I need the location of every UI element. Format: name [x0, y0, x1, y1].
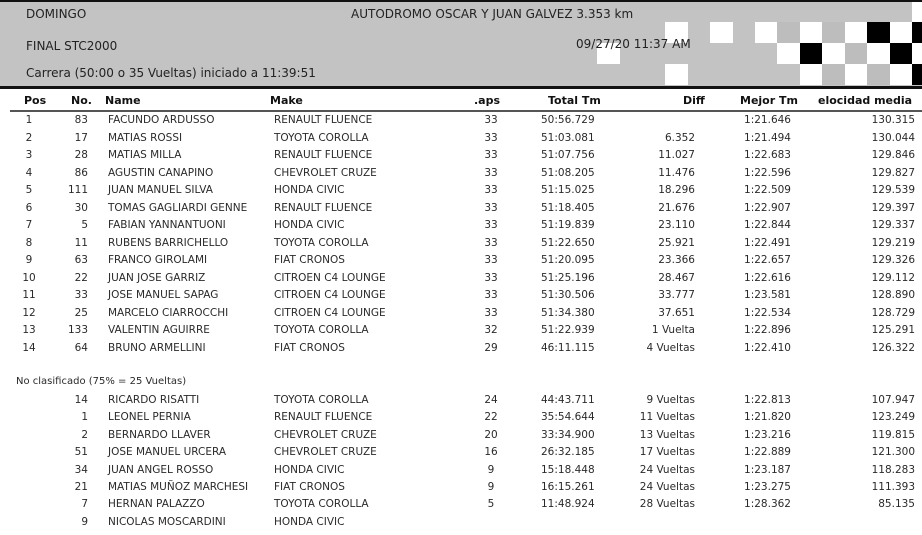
- datetime-label: 09/27/20 11:37 AM: [576, 37, 691, 51]
- cell-make: CHEVROLET CRUZE: [274, 446, 377, 459]
- cell-no: 133: [67, 324, 88, 336]
- cell-make: RENAULT FLUENCE: [274, 201, 373, 214]
- cell-pos: 3: [25, 149, 33, 161]
- cell-make: HONDA CIVIC: [274, 515, 345, 528]
- cell-name: HERNAN PALAZZO: [108, 498, 205, 511]
- cell-name: AGUSTIN CANAPINO: [108, 166, 214, 179]
- cell-no: 7: [81, 498, 88, 511]
- col-total: Total Tm: [548, 94, 601, 107]
- cell-laps: 33: [484, 201, 498, 214]
- not-classified-label: No clasificado (75% = 25 Vueltas): [16, 376, 187, 387]
- table-row: [0, 341, 922, 358]
- flag-square: [912, 2, 922, 23]
- cell-name: JUAN MANUEL SILVA: [108, 184, 213, 196]
- cell-make: CITROEN C4 LOUNGE: [274, 306, 386, 319]
- table-row: [0, 271, 922, 288]
- table-row: [0, 306, 922, 323]
- cell-pos: 11: [22, 289, 36, 301]
- cell-name: JUAN JOSE GARRIZ: [108, 271, 206, 284]
- cell-make: HONDA CIVIC: [274, 219, 345, 231]
- table-row: [0, 428, 922, 445]
- cell-make: TOYOTA COROLLA: [274, 498, 369, 511]
- cell-total: 51:20.095: [541, 254, 595, 266]
- cell-no: 51: [74, 446, 88, 459]
- table-row: [0, 323, 922, 340]
- cell-laps: 9: [487, 463, 495, 476]
- cell-make: CHEVROLET CRUZE: [274, 166, 377, 179]
- cell-diff: 21.676: [658, 201, 695, 214]
- cell-laps: 22: [484, 411, 498, 424]
- cell-no: 17: [74, 131, 88, 144]
- cell-diff: 11.476: [658, 166, 695, 179]
- cell-speed: 125.291: [871, 324, 915, 336]
- cell-laps: 33: [484, 184, 498, 196]
- cell-diff: 23.110: [658, 219, 695, 231]
- cell-best: 1:22.491: [744, 236, 791, 249]
- cell-make: RENAULT FLUENCE: [274, 149, 373, 161]
- table-row: [0, 113, 922, 130]
- cell-name: JOSE MANUEL SAPAG: [108, 289, 219, 301]
- flag-square: [665, 64, 688, 85]
- flag-square: [845, 64, 868, 85]
- flag-square: [912, 64, 922, 85]
- flag-square: [822, 64, 845, 85]
- cell-total: 51:25.196: [541, 271, 595, 284]
- cell-laps: 33: [484, 306, 498, 319]
- day-label: DOMINGO: [26, 7, 87, 21]
- col-no: No.: [71, 94, 92, 107]
- cell-pos: 2: [25, 131, 33, 144]
- cell-total: 26:32.185: [541, 446, 595, 459]
- cell-laps: 29: [484, 341, 498, 354]
- cell-total: 51:19.839: [541, 219, 595, 231]
- cell-diff: 33.777: [658, 289, 695, 301]
- table-row: [0, 288, 922, 305]
- cell-laps: 33: [484, 289, 498, 301]
- cell-best: 1:22.683: [744, 149, 791, 161]
- cell-diff: 11.027: [658, 149, 695, 161]
- cell-make: TOYOTA COROLLA: [274, 394, 369, 406]
- cell-no: 11: [74, 236, 88, 249]
- cell-speed: 129.112: [871, 271, 915, 284]
- cell-pos: 5: [25, 184, 33, 196]
- cell-speed: 126.322: [871, 341, 915, 354]
- cell-laps: 5: [487, 498, 495, 511]
- cell-best: 1:23.216: [744, 428, 791, 441]
- cell-best: 1:22.896: [744, 324, 791, 336]
- cell-make: CITROEN C4 LOUNGE: [274, 271, 386, 284]
- cell-pos: 4: [25, 166, 33, 179]
- cell-name: FABIAN YANNANTUONI: [108, 219, 226, 231]
- cell-diff: 28.467: [658, 271, 695, 284]
- cell-make: RENAULT FLUENCE: [274, 114, 373, 126]
- flag-square: [845, 22, 868, 43]
- cell-no: 5: [81, 219, 88, 231]
- flag-square: [777, 22, 800, 43]
- table-row: [0, 393, 922, 410]
- cell-speed: 118.283: [871, 463, 915, 476]
- table-row: [0, 497, 922, 514]
- col-pos: Pos: [24, 94, 47, 107]
- cell-no: 28: [74, 149, 88, 161]
- cell-pos: 10: [22, 271, 36, 284]
- cell-speed: 129.219: [871, 236, 915, 249]
- cell-pos: 9: [25, 254, 33, 266]
- cell-speed: 85.135: [878, 498, 915, 511]
- flag-square: [845, 43, 868, 64]
- cell-total: 16:15.261: [541, 481, 595, 493]
- cell-total: 51:15.025: [541, 184, 595, 196]
- table-row: [0, 148, 922, 165]
- cell-no: 111: [67, 184, 88, 196]
- cell-speed: 129.846: [871, 149, 915, 161]
- cell-diff: 37.651: [658, 306, 695, 319]
- cell-make: TOYOTA COROLLA: [274, 324, 369, 336]
- cell-laps: 33: [484, 236, 498, 249]
- cell-laps: 33: [484, 149, 498, 161]
- cell-total: 51:34.380: [541, 306, 595, 319]
- cell-make: CHEVROLET CRUZE: [274, 428, 377, 441]
- cell-total: 51:07.756: [541, 149, 595, 161]
- cell-total: 15:18.448: [541, 463, 595, 476]
- cell-make: RENAULT FLUENCE: [274, 411, 373, 424]
- col-make: Make: [270, 94, 303, 107]
- cell-name: MARCELO CIARROCCHI: [108, 306, 229, 319]
- cell-diff: 6.352: [664, 131, 695, 144]
- flag-square: [822, 22, 845, 43]
- cell-pos: 6: [25, 201, 33, 214]
- flag-square: [800, 64, 823, 85]
- cell-speed: 129.397: [871, 201, 915, 214]
- cell-laps: 33: [484, 271, 498, 284]
- cell-best: 1:28.362: [744, 498, 791, 511]
- flag-square: [912, 43, 922, 64]
- flag-square: [867, 22, 890, 43]
- cell-pos: 1: [25, 114, 33, 126]
- table-row: [0, 166, 922, 183]
- cell-total: 33:34.900: [541, 428, 595, 441]
- cell-make: TOYOTA COROLLA: [274, 236, 369, 249]
- cell-speed: 128.729: [871, 306, 915, 319]
- cell-diff: 4 Vueltas: [646, 341, 695, 354]
- table-row: [0, 515, 922, 532]
- cell-pos: 7: [25, 219, 33, 231]
- cell-make: FIAT CRONOS: [274, 481, 345, 493]
- cell-speed: 130.315: [871, 114, 915, 126]
- cell-pos: 13: [22, 324, 36, 336]
- cell-diff: 28 Vueltas: [639, 498, 695, 511]
- cell-no: 63: [74, 254, 88, 266]
- cell-total: 51:30.506: [541, 289, 595, 301]
- table-row: [0, 253, 922, 270]
- table-row: [0, 463, 922, 480]
- cell-speed: 123.249: [871, 411, 915, 424]
- flag-square: [822, 43, 845, 64]
- cell-laps: 16: [484, 446, 498, 459]
- cell-no: 64: [74, 341, 88, 354]
- flag-square: [867, 64, 890, 85]
- circuit-label: AUTODROMO OSCAR Y JUAN GALVEZ 3.353 km: [351, 7, 634, 21]
- cell-speed: 130.044: [871, 131, 915, 144]
- flag-square: [800, 22, 823, 43]
- cell-no: 21: [74, 481, 88, 493]
- event-title: FINAL STC2000: [26, 39, 118, 53]
- cell-best: 1:22.509: [744, 184, 791, 196]
- cell-best: 1:22.844: [744, 219, 791, 231]
- cell-diff: 11 Vueltas: [639, 411, 695, 424]
- cell-laps: 33: [484, 219, 498, 231]
- cell-best: 1:22.657: [744, 254, 791, 266]
- cell-name: FACUNDO ARDUSSO: [108, 114, 215, 126]
- cell-total: 51:18.405: [541, 201, 595, 214]
- cell-diff: 9 Vueltas: [646, 394, 695, 406]
- header-banner: [0, 0, 922, 89]
- cell-make: CITROEN C4 LOUNGE: [274, 289, 386, 301]
- table-row: [0, 480, 922, 497]
- cell-no: 9: [81, 515, 88, 528]
- flag-square: [777, 43, 800, 64]
- cell-total: 11:48.924: [541, 498, 595, 511]
- cell-name: MATIAS ROSSI: [108, 131, 183, 144]
- cell-pos: 14: [22, 341, 36, 354]
- cell-total: 51:22.939: [541, 324, 595, 336]
- cell-diff: 25.921: [658, 236, 695, 249]
- cell-name: RUBENS BARRICHELLO: [108, 236, 229, 249]
- cell-best: 1:22.813: [744, 394, 791, 406]
- col-name: Name: [105, 94, 141, 107]
- cell-laps: 33: [484, 254, 498, 266]
- table-row: [0, 236, 922, 253]
- cell-total: 51:22.650: [541, 236, 595, 249]
- cell-speed: 129.539: [871, 184, 915, 196]
- cell-no: 34: [74, 463, 88, 476]
- cell-laps: 33: [484, 114, 498, 126]
- cell-best: 1:22.534: [744, 306, 791, 319]
- cell-speed: 129.337: [871, 219, 915, 231]
- cell-total: 51:03.081: [541, 131, 595, 144]
- cell-best: 1:23.275: [744, 481, 791, 493]
- cell-best: 1:23.187: [744, 463, 791, 476]
- cell-name: BRUNO ARMELLINI: [108, 341, 206, 354]
- cell-speed: 128.890: [871, 289, 915, 301]
- cell-no: 30: [74, 201, 88, 214]
- cell-total: 44:43.711: [541, 394, 595, 406]
- cell-no: 2: [81, 428, 88, 441]
- cell-laps: 33: [484, 166, 498, 179]
- cell-speed: 111.393: [871, 481, 915, 493]
- cell-name: NICOLAS MOSCARDINI: [108, 515, 226, 528]
- flag-square: [867, 43, 890, 64]
- cell-diff: 23.366: [658, 254, 695, 266]
- cell-laps: 20: [484, 428, 498, 441]
- cell-laps: 32: [484, 324, 498, 336]
- cell-make: HONDA CIVIC: [274, 463, 345, 476]
- table-row: [0, 183, 922, 200]
- cell-name: JOSE MANUEL URCERA: [108, 446, 227, 459]
- cell-name: BERNARDO LLAVER: [108, 428, 211, 441]
- table-row: [0, 218, 922, 235]
- cell-speed: 107.947: [871, 394, 915, 406]
- cell-speed: 121.300: [871, 446, 915, 459]
- cell-best: 1:22.889: [744, 446, 791, 459]
- table-row: [0, 410, 922, 427]
- cell-no: 83: [74, 114, 88, 126]
- race-info: Carrera (50:00 o 35 Vueltas) iniciado a 11:39:51: [26, 66, 316, 80]
- cell-total: 35:54.644: [541, 411, 595, 424]
- cell-best: 1:21.494: [744, 131, 791, 144]
- flag-square: [755, 22, 778, 43]
- flag-square: [890, 64, 913, 85]
- cell-laps: 24: [484, 394, 498, 406]
- cell-diff: 24 Vueltas: [639, 481, 695, 493]
- cell-pos: 8: [25, 236, 33, 249]
- cell-laps: 9: [487, 481, 495, 493]
- cell-speed: 119.815: [871, 428, 915, 441]
- cell-no: 22: [74, 271, 88, 284]
- cell-diff: 17 Vueltas: [639, 446, 695, 459]
- flag-square: [800, 43, 823, 64]
- cell-no: 1: [81, 411, 88, 424]
- cell-best: 1:23.581: [744, 289, 791, 301]
- cell-make: TOYOTA COROLLA: [274, 131, 369, 144]
- cell-no: 86: [74, 166, 88, 179]
- cell-make: FIAT CRONOS: [274, 254, 345, 266]
- cell-diff: 24 Vueltas: [639, 463, 695, 476]
- cell-speed: 129.827: [871, 166, 915, 179]
- cell-diff: 18.296: [658, 184, 695, 196]
- cell-best: 1:22.596: [744, 166, 791, 179]
- col-laps: .aps: [474, 94, 501, 107]
- cell-no: 25: [74, 306, 88, 319]
- cell-best: 1:21.820: [744, 411, 791, 424]
- cell-diff: 13 Vueltas: [639, 428, 695, 441]
- flag-square: [912, 22, 922, 43]
- header-divider: [10, 110, 922, 112]
- table-row: [0, 201, 922, 218]
- cell-total: 50:56.729: [541, 114, 595, 126]
- cell-speed: 129.326: [871, 254, 915, 266]
- flag-square: [890, 22, 913, 43]
- cell-name: TOMAS GAGLIARDI GENNE: [108, 201, 248, 214]
- cell-name: MATIAS MUÑOZ MARCHESI: [108, 481, 249, 493]
- cell-make: HONDA CIVIC: [274, 184, 345, 196]
- cell-name: RICARDO RISATTI: [108, 394, 200, 406]
- cell-no: 14: [74, 394, 88, 406]
- col-diff: Diff: [683, 94, 705, 107]
- table-row: [0, 445, 922, 462]
- cell-name: MATIAS MILLA: [108, 149, 182, 161]
- cell-total: 46:11.115: [541, 341, 595, 354]
- table-header: [0, 94, 922, 110]
- cell-name: JUAN ANGEL ROSSO: [108, 463, 214, 476]
- cell-name: FRANCO GIROLAMI: [108, 254, 208, 266]
- cell-no: 33: [74, 289, 88, 301]
- cell-diff: 1 Vuelta: [651, 324, 695, 336]
- cell-best: 1:22.616: [744, 271, 791, 284]
- flag-square: [890, 43, 913, 64]
- table-row: [0, 131, 922, 148]
- cell-pos: 12: [22, 306, 36, 319]
- cell-best: 1:21.646: [744, 114, 791, 126]
- cell-best: 1:22.410: [744, 341, 791, 354]
- cell-name: VALENTIN AGUIRRE: [108, 324, 210, 336]
- cell-best: 1:22.907: [744, 201, 791, 214]
- cell-name: LEONEL PERNIA: [108, 411, 191, 424]
- cell-total: 51:08.205: [541, 166, 595, 179]
- flag-square: [710, 22, 733, 43]
- col-speed: elocidad media: [818, 94, 913, 107]
- cell-make: FIAT CRONOS: [274, 341, 345, 354]
- cell-laps: 33: [484, 131, 498, 144]
- col-best: Mejor Tm: [740, 94, 798, 107]
